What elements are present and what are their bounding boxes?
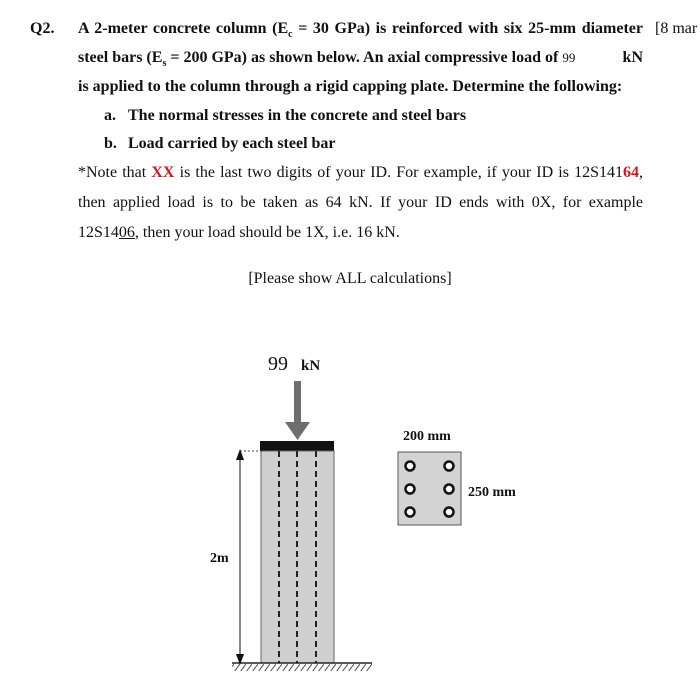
concrete-column [261,451,334,663]
rebar-circle [445,508,454,517]
height-label: 2m [210,551,229,566]
load-arrow-icon [285,381,310,440]
marks-label: [8 mar [655,20,698,37]
note-line-2: then applied load is to be taken as 64 kN. If your ID ends with 0X, for example [78,194,643,211]
show-calculations-note: [Please show ALL calculations] [248,270,452,287]
subscript-c: c [288,29,293,41]
rebar-circle [406,508,415,517]
load-unit-inline: kN [622,49,643,66]
rebar-circle [445,462,454,471]
note-line-3: 12S1406, then your load should be 1X, i.e. 16 kN. [78,224,400,241]
note-line-1: *Note that XX is the last two digits of your ID. For example, if your ID is 12S14164, [78,164,644,181]
capping-plate [260,441,334,451]
rebar-circle [445,485,454,494]
statement-line-3: is applied to the column through a rigid capping plate. Determine the following: [78,78,623,95]
load-value-inline: 99 [562,50,576,65]
depth-label: 250 mm [468,485,516,500]
part-a-label: a. [104,107,116,124]
statement-line-1: A 2-meter concrete column ($E_c = 30$ GPa) is reinforced with six 25-mm diameter [78,20,643,41]
width-label: 200 mm [403,429,451,444]
id-digits-highlight: 64 [623,164,640,181]
height-dimension [236,449,262,665]
ground-support [232,663,372,671]
figure-load-number: 99 [268,353,288,375]
part-a-text: The normal stresses in the concrete and steel bars [128,107,467,124]
figure-load-unit: kN [301,358,321,374]
subscript-s: s [162,58,167,70]
part-b-text: Load carried by each steel bar [128,135,336,152]
cross-section [398,452,461,525]
rebar-circle [406,462,415,471]
question-number: Q2. [30,20,55,37]
part-b-label: b. [104,135,117,152]
rebar-circle [406,485,415,494]
statement-line-2: steel bars ($E_s = 200$ GPa) as shown below. An axial compressive load of 99 kN [78,49,643,70]
xx-highlight: XX [151,164,175,181]
